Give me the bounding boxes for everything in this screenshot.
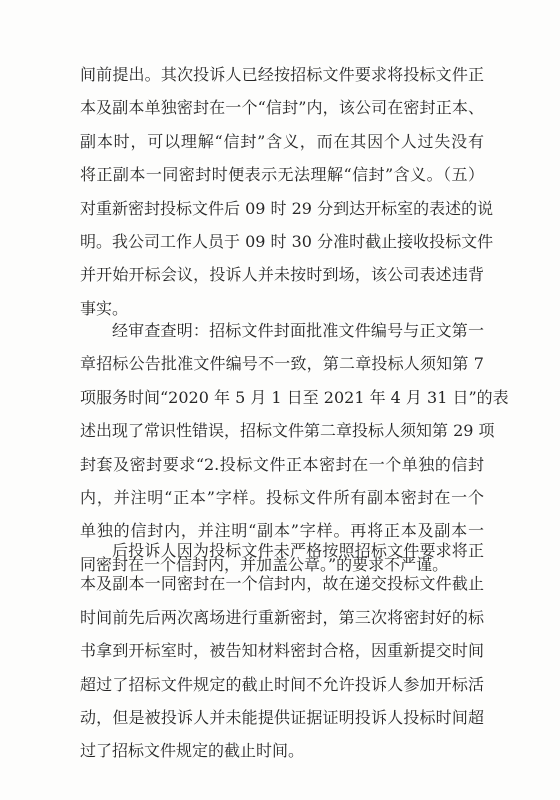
text-line: 对重新密封投标文件后 09 时 29 分到达开标室的表述的说 xyxy=(80,198,494,218)
text-line: 过了招标文件规定的截止时间。 xyxy=(80,741,305,761)
text-line: 时间前先后两次离场进行重新密封，第三次将密封好的标 xyxy=(80,607,484,627)
text-line: 间前提出。其次投诉人已经按招标文件要求将投标文件正 xyxy=(80,65,484,84)
text-line: 述出现了常识性错误，招标文件第二章投标人须知第 29 项 xyxy=(80,421,495,441)
text-line: 同密封在一个信封内，并加盖公章。”的要求不严谨。 xyxy=(80,554,449,574)
text-line: 事实。 xyxy=(80,298,129,318)
text-line: 明。我公司工作人员于 09 时 30 分准时截止接收投标文件 xyxy=(80,231,494,251)
text-line: 并开始开标会议，投诉人并未按时到场，该公司表述违背 xyxy=(80,265,484,285)
text-line: 封套及密封要求“2.投标文件正本密封在一个单独的信封 xyxy=(80,454,484,474)
text-line: 内，并注明“正本”字样。投标文件所有副本密封在一个 xyxy=(80,487,484,507)
text-line: 超过了招标文件规定的截止时间不允许投诉人参加开标活 xyxy=(80,674,484,694)
paragraph-complaint-response-continued xyxy=(80,58,494,325)
text-line: 动，但是被投诉人并未能提供证据证明投诉人投标时间超 xyxy=(80,707,484,727)
text-line: 项服务时间“2020 年 5 月 1 日至 2021 年 4 月 31 日”的表 xyxy=(80,387,509,407)
text-line: 后投诉人因为投标文件未严格按照招标文件要求将正 xyxy=(112,541,484,560)
text-line: 书拿到开标室时，被告知材料密封合格，因重新提交时间 xyxy=(80,641,484,661)
paragraph-resealing-events xyxy=(80,534,484,768)
text-line: 章招标公告批准文件编号不一致，第二章投标人须知第 7 xyxy=(80,354,484,374)
text-line: 副本时，可以理解“信封”含义，而在其因个人过失没有 xyxy=(80,131,484,151)
text-line: 本及副本一同密封在一个信封内，故在递交投标文件截止 xyxy=(80,574,484,594)
text-line: 经审查查明：招标文件封面批准文件编号与正文第一 xyxy=(112,321,484,340)
text-line: 将正副本一同密封时便表示无法理解“信封”含义。（五） xyxy=(80,165,484,185)
text-line: 单独的信封内，并注明“副本”字样。再将正本及副本一 xyxy=(80,521,484,541)
text-line: 本及副本单独密封在一个“信封”内，该公司在密封正本、 xyxy=(80,98,484,118)
